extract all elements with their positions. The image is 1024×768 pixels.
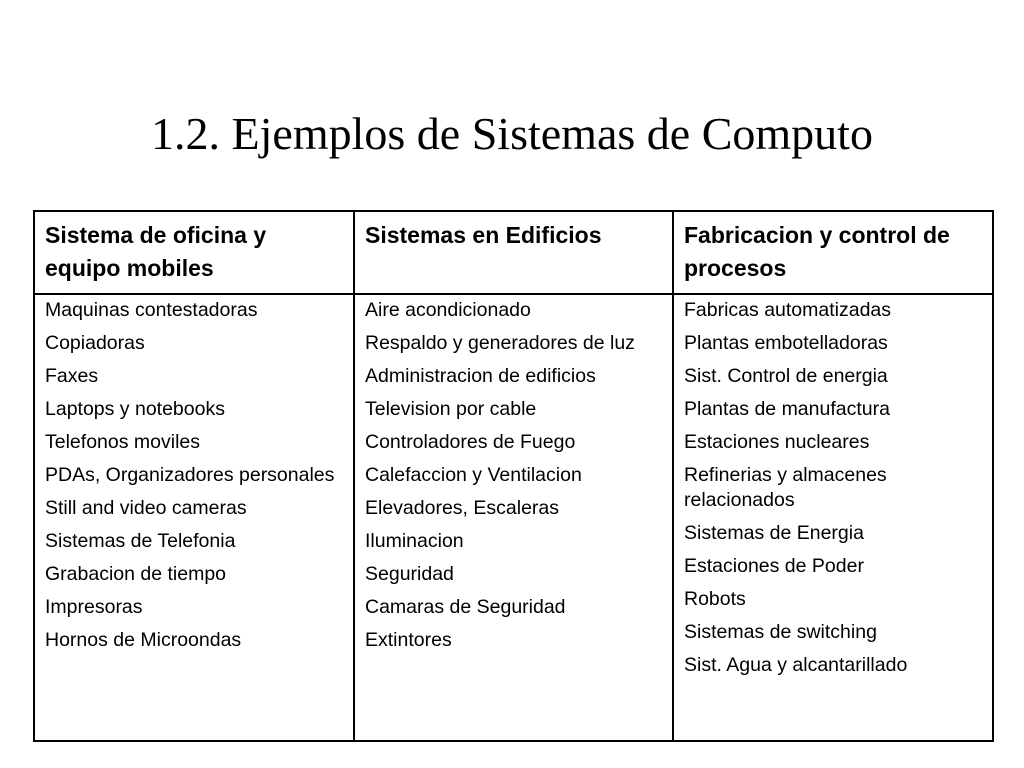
- examples-table: [33, 210, 994, 742]
- list-item: Robots: [684, 588, 746, 610]
- list-item: Iluminacion: [365, 530, 464, 552]
- list-item: Sistemas de Energia: [684, 522, 864, 544]
- list-item: Fabricas automatizadas: [684, 299, 892, 321]
- list-item: Elevadores, Escaleras: [365, 497, 560, 519]
- column-building-systems: [354, 294, 673, 741]
- list-item: Hornos de Microondas: [45, 629, 242, 651]
- list-item: Sist. Agua y alcantarillado: [684, 654, 908, 676]
- list-item: Television por cable: [365, 398, 537, 420]
- list-item: Seguridad: [365, 563, 454, 585]
- header-building-systems: Sistemas en Edificios: [354, 211, 673, 294]
- list-item: Telefonos moviles: [45, 431, 200, 453]
- list-item: Impresoras: [45, 596, 143, 618]
- list-item: Grabacion de tiempo: [45, 563, 227, 585]
- list-item: Laptops y notebooks: [45, 398, 225, 420]
- list-item: Calefaccion y Ventilacion: [365, 464, 582, 486]
- table-body-row: [34, 294, 993, 741]
- list-item: Sistemas de switching: [684, 621, 877, 643]
- list-item: PDAs, Organizadores personales: [45, 464, 335, 486]
- list-item: Camaras de Seguridad: [365, 596, 566, 618]
- list-item: Refinerias y almacenes relacionados: [684, 464, 887, 511]
- column-manufacturing-control: [673, 294, 993, 741]
- list-item: Sist. Control de energia: [684, 365, 888, 387]
- list-item: Still and video cameras: [45, 497, 247, 519]
- list-item: Estaciones de Poder: [684, 555, 864, 577]
- list-item: Estaciones nucleares: [684, 431, 870, 453]
- list-item: Plantas de manufactura: [684, 398, 890, 420]
- column-office-systems: [34, 294, 354, 741]
- list-item: Faxes: [45, 365, 99, 387]
- list-item: Extintores: [365, 629, 452, 651]
- table-header-row: [34, 211, 993, 294]
- list-item: Plantas embotelladoras: [684, 332, 888, 354]
- list-item: Maquinas contestadoras: [45, 299, 258, 321]
- list-item: Administracion de edificios: [365, 365, 596, 387]
- list-item: Respaldo y generadores de luz: [365, 332, 635, 354]
- header-manufacturing-control: Fabricacion y control de procesos: [673, 211, 993, 294]
- slide-title: 1.2. Ejemplos de Sistemas de Computo: [151, 108, 873, 159]
- list-item: Sistemas de Telefonia: [45, 530, 236, 552]
- list-item: Aire acondicionado: [365, 299, 531, 321]
- list-item: Controladores de Fuego: [365, 431, 576, 453]
- header-office-systems: Sistema de oficina y equipo mobiles: [34, 211, 354, 294]
- list-item: Copiadoras: [45, 332, 145, 354]
